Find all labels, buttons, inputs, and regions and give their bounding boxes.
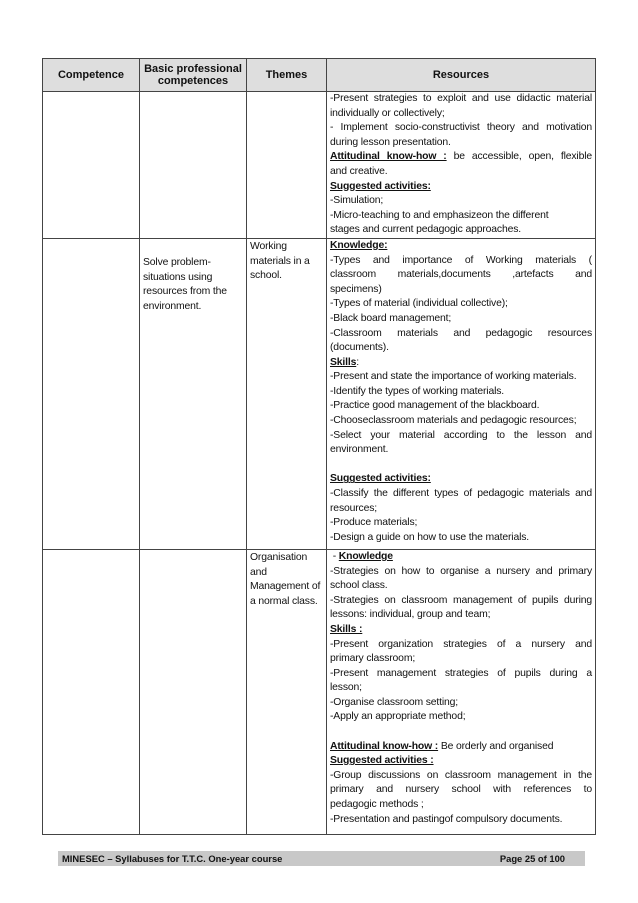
knowledge-line: (documents). [330,342,389,354]
cell-basic-competence [140,549,247,834]
theme-line: Working [250,240,287,252]
table-row [43,238,596,549]
cell-theme [247,549,327,834]
knowledge-heading: Knowledge [338,550,393,562]
theme-line: a normal class. [250,595,318,607]
cell-resources [327,549,596,834]
activity-line: primary and nursery school with references to [330,784,592,796]
header-basic-professional: Basic professional competences [140,59,247,92]
resource-line: - Implement socio-constructivist theory and motivation [330,122,592,134]
skills-line: -Practice good management of the blackboard. [330,400,540,412]
activities-heading: Suggested activities : [330,755,434,767]
attitudinal-text: Be orderly and organised [438,740,554,752]
theme-line: Management of [250,581,321,593]
theme-line: school. [250,270,282,282]
activity-line: -Produce materials; [330,517,418,529]
activity-line: -Design a guide on how to use the materials. [330,531,530,543]
skills-line: -Present management strategies of pupils during a [330,667,592,679]
attitudinal-text: be accessible, open, flexible [453,151,592,163]
cell-competence [43,92,140,239]
table-row [43,549,596,834]
theme-line: Organisation [250,551,308,563]
activity-line: pedagogic methods ; [330,799,424,811]
attitudinal-line [330,150,592,165]
resource-line: individually or collectively; [330,107,445,119]
activity-line: resources; [330,502,378,514]
theme-line: and [250,566,267,578]
competence-line: situations using [143,271,213,283]
activity-line: -Presentation and pastingof compulsory documents. [330,813,563,825]
knowledge-prefix: - [330,550,339,562]
knowledge-line: -Types and importance of Working materials ( [330,254,592,266]
resource-line: and creative. [330,165,388,177]
syllabus-table [42,58,596,835]
cell-resources [327,92,596,239]
resource-line: during lesson presentation. [330,136,451,148]
activities-heading: Suggested activities: [330,180,431,192]
skills-heading: Skills : [330,623,363,635]
attitudinal-heading: Attitudinal know-how : [330,151,447,163]
page-footer [58,851,585,866]
skills-line: -Chooseclassroom materials and pedagogic resources; [330,415,577,427]
knowledge-line: classroom materials,documents ,artefacts and [330,269,592,281]
skills-line: -Identify the types of working materials. [330,385,505,397]
competence-line: resources from the [143,286,227,298]
knowledge-line: specimens) [330,283,382,295]
skills-line: -Select your material according to the lesson and [330,429,592,441]
activity-line: -Group discussions on classroom management in the [330,769,592,781]
skills-heading: Skills [330,356,357,368]
skills-line: -Present and state the importance of working materials. [330,371,577,383]
table-row [43,92,596,239]
knowledge-line: lessons: individual, group and team; [330,609,491,621]
skills-line: primary classroom; [330,653,416,665]
theme-line: materials in a [250,255,310,267]
knowledge-line: -Types of material (individual collective); [330,298,508,310]
table-header-row [43,59,596,92]
knowledge-line: -Black board management; [330,312,452,324]
knowledge-line: -Classroom materials and pedagogic resources [330,327,592,339]
skills-line: -Apply an appropriate method; [330,711,466,723]
cell-competence [43,238,140,549]
skills-line: -Organise classroom setting; [330,696,459,708]
header-themes: Themes [247,59,327,92]
skills-line: -Present organization strategies of a nursery and [330,638,592,650]
header-resources: Resources [327,59,596,92]
knowledge-heading: Knowledge: [330,239,388,251]
header-competence: Competence [43,59,140,92]
knowledge-line: school class. [330,580,388,592]
cell-basic-competence [140,238,247,549]
footer-title: MINESEC – Syllabuses for T.T.C. One-year course [62,853,283,864]
cell-basic-competence [140,92,247,239]
cell-competence [43,549,140,834]
resource-line: -Present strategies to exploit and use didactic material [330,93,592,104]
cell-theme [247,92,327,239]
resource-line: stages and current pedagogic approaches. [330,224,521,236]
activities-heading: Suggested activities: [330,473,431,485]
knowledge-line: -Strategies on how to organise a nursery and primary [330,565,592,577]
competence-line: Solve problem- [143,256,211,268]
skills-line: environment. [330,444,389,456]
resource-line: -Simulation; [330,195,384,207]
cell-theme [247,238,327,549]
knowledge-line: -Strategies on classroom management of pupils during [330,594,592,606]
cell-resources: Knowledge: -Types and importance of Working materials ( classroom materials,documents ,artefacts and specimens) -Types of material (individual collective); -Black board management; -Classroom materials and pedagogic resources (documents). Skills: -Present and state the importance of working materials. -Identify the types of working materials. -Practice good management of the blackboard. -Chooseclassroom materials and pedagogic resources; -Select your material according to the lesson and environment. Suggested activities: -Classify the different types of pedagogic materials and resources; -Produce materials; -Design a guide on how to use the materials. [327,238,596,549]
page-number: Page 25 of 100 [499,853,565,864]
skills-line: lesson; [330,682,362,694]
attitudinal-heading: Attitudinal know-how : [330,740,439,752]
resource-line: -Micro-teaching to and emphasizeon the different [330,209,549,221]
activity-line: -Classify the different types of pedagogic materials and [330,488,592,500]
competence-line: environment. [143,300,202,312]
